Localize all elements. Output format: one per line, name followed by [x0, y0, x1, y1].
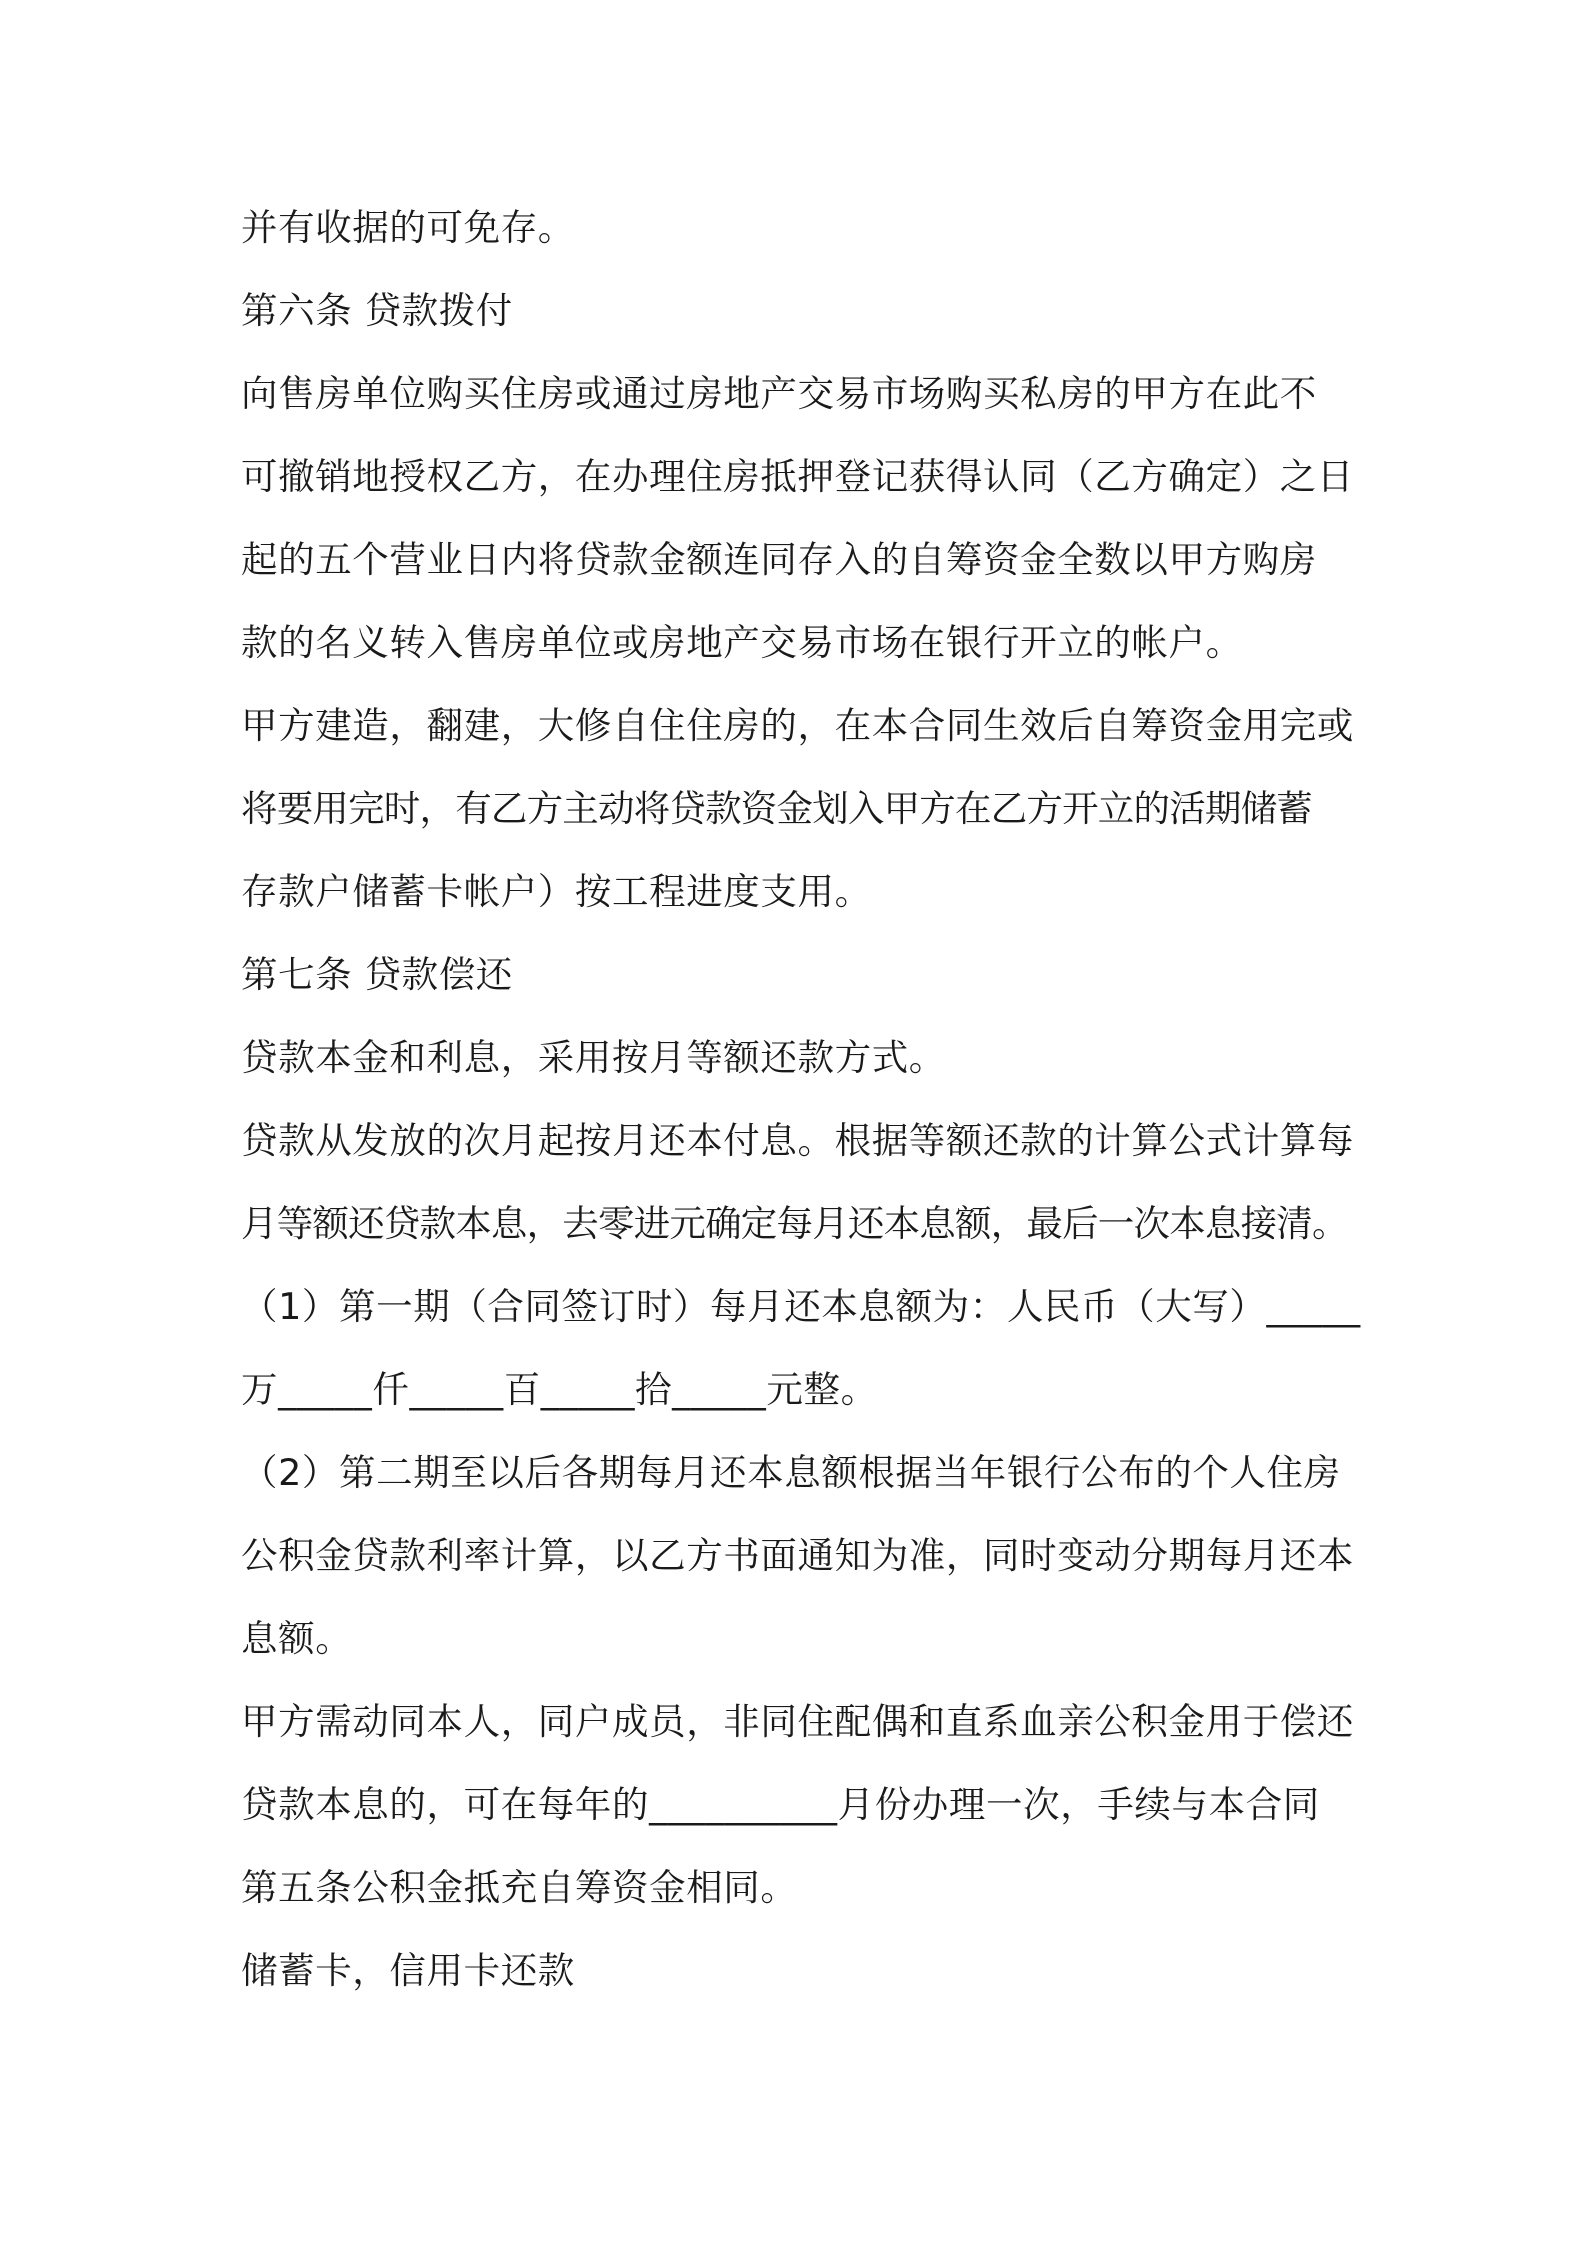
paragraph-line: 公积金贷款利率计算，以乙方书面通知为准，同时变动分期每月还本 — [241, 1534, 1354, 1577]
paragraph-line: 万_____仟_____百_____拾_____元整。 — [241, 1368, 878, 1411]
paragraph-line: （1）第一期（合同签订时）每月还本息额为：人民币（大写）_____ — [241, 1285, 1361, 1328]
section-heading: 第六条 贷款拨付 — [241, 289, 513, 332]
paragraph-line: 存款户储蓄卡帐户）按工程进度支用。 — [241, 870, 872, 913]
paragraph-line: 贷款本金和利息，采用按月等额还款方式。 — [241, 1036, 946, 1079]
paragraph-line: 月等额还贷款本息，去零进元确定每月还本息额，最后一次本息接清。 — [241, 1202, 1348, 1245]
document-body — [241, 198, 1361, 2024]
paragraph-line: （2）第二期至以后各期每月还本息额根据当年银行公布的个人住房 — [241, 1451, 1341, 1494]
paragraph-line: 向售房单位购买住房或通过房地产交易市场购买私房的甲方在此不 — [241, 372, 1317, 415]
paragraph-line: 可撤销地授权乙方，在办理住房抵押登记获得认同（乙方确定）之日 — [241, 455, 1354, 498]
paragraph-line: 贷款本息的，可在每年的__________月份办理一次，手续与本合同 — [241, 1783, 1320, 1826]
paragraph-line: 贷款从发放的次月起按月还本付息。根据等额还款的计算公式计算每 — [241, 1119, 1354, 1162]
paragraph-line: 甲方建造，翻建，大修自住住房的，在本合同生效后自筹资金用完或 — [241, 704, 1354, 747]
paragraph-line: 并有收据的可免存。 — [241, 206, 575, 249]
paragraph-line: 第五条公积金抵充自筹资金相同。 — [241, 1866, 798, 1909]
paragraph-line: 起的五个营业日内将贷款金额连同存入的自筹资金全数以甲方购房 — [241, 538, 1317, 581]
paragraph-line: 将要用完时，有乙方主动将贷款资金划入甲方在乙方开立的活期储蓄 — [241, 787, 1312, 830]
paragraph-line: 甲方需动同本人，同户成员，非同住配偶和直系血亲公积金用于偿还 — [241, 1700, 1354, 1743]
paragraph-line: 款的名义转入售房单位或房地产交易市场在银行开立的帐户。 — [241, 621, 1243, 664]
paragraph-line: 息额。 — [241, 1617, 353, 1660]
paragraph-line: 储蓄卡，信用卡还款 — [241, 1949, 575, 1992]
section-heading: 第七条 贷款偿还 — [241, 953, 513, 996]
